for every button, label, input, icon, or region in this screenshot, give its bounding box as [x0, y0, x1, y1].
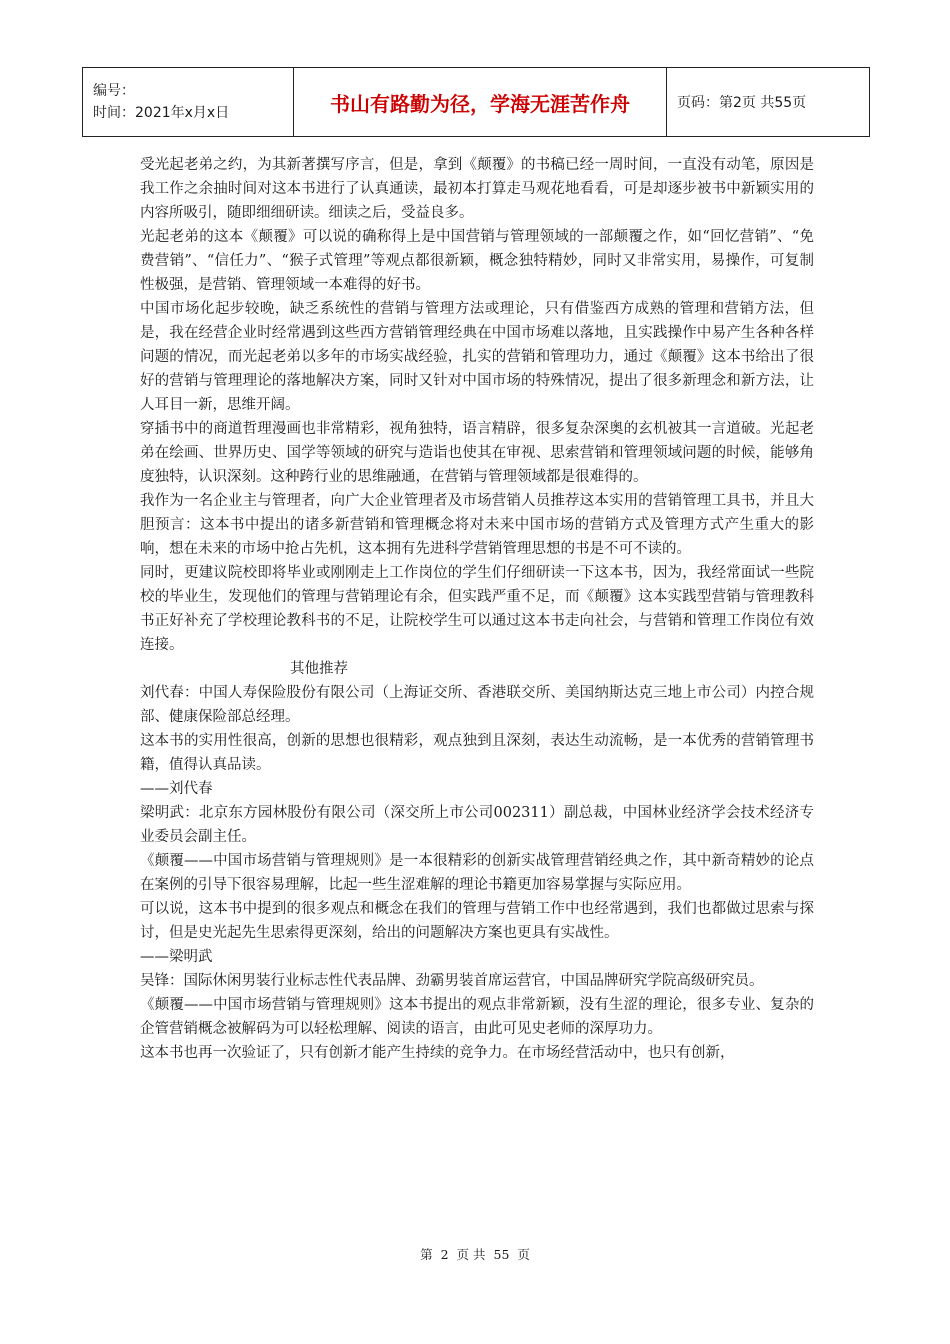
document-number-label: 编号： [93, 83, 135, 99]
paragraph: 我作为一名企业主与管理者，向广大企业管理者及市场营销人员推荐这本实用的营销管理工具书，并且大胆预言：这本书中提出的诸多新营销和管理概念将对未来中国市场的营销方式及管理方式产生重大的影响，想在未来的市场中抢占先机，这本拥有先进科学营销管理思想的书是不可不读的。 [140, 493, 814, 557]
document-date: 时间：2021年x月x日 [93, 105, 230, 121]
footer-prefix: 第 [420, 1247, 433, 1262]
footer-suffix: 页 [517, 1247, 530, 1262]
paragraph: 中国市场化起步较晚，缺乏系统性的营销与管理方法或理论，只有借鉴西方成熟的管理和营销方法，但是，我在经营企业时经常遇到这些西方营销管理经典在中国市场难以落地，且实践操作中易产生各种各样问题的情况，而光起老弟以多年的市场实战经验，扎实的营销和管理功力，通过《颠覆》这本书给出了很好的营销与管理理论的落地解决方案，同时又针对中国市场的特殊情况，提出了很多新理念和新方法，让人耳目一新，思维开阔。 [140, 301, 814, 413]
page-header [82, 67, 870, 137]
footer-middle: 页 共 [456, 1247, 486, 1262]
paragraph: 光起老弟的这本《颠覆》可以说的确称得上是中国营销与管理领域的一部颠覆之作，如“回忆营销”、“免费营销”、“信任力”、“猴子式管理”等观点都很新颖，概念独特精妙，同时又非常实用，易操作，可复制性极强，是营销、管理领域一本难得的好书。 [140, 229, 814, 293]
paragraph: 同时，更建议院校即将毕业或刚刚走上工作岗位的学生们仔细研读一下这本书，因为，我经常面试一些院校的毕业生，发现他们的管理与营销理论有余，但实践严重不足，而《颠覆》这本实践型营销与管理教科书正好补充了学校理论教科书的不足，让院校学生可以通过这本书走向社会，与营销和管理工作岗位有效连接。 [140, 565, 814, 653]
recommendation-text: 《颠覆——中国市场营销与管理规则》这本书提出的观点非常新颖，没有生涩的理论，很多专业、复杂的企管营销概念被解码为可以轻松理解、阅读的语言，由此可见史老师的深厚功力。 [140, 997, 814, 1037]
recommendation-text: 可以说，这本书中提到的很多观点和概念在我们的管理与营销工作中也经常遇到，我们也都做过思索与探讨，但是史光起先生思索得更深刻，给出的问题解决方案也更具有实战性。 [140, 901, 814, 941]
recommender-intro: 梁明武：北京东方园林股份有限公司（深交所上市公司002311）副总裁，中国林业经济学会技术经济专业委员会副主任。 [140, 805, 814, 845]
recommendation-text: 《颠覆——中国市场营销与管理规则》是一本很精彩的创新实战管理营销经典之作，其中新奇精妙的论点在案例的引导下很容易理解，比起一些生涩难解的理论书籍更加容易掌握与实际应用。 [140, 853, 814, 893]
document-body [140, 153, 814, 1065]
paragraph: 受光起老弟之约，为其新著撰写序言，但是，拿到《颠覆》的书稿已经一周时间，一直没有动笔，原因是我工作之余抽时间对这本书进行了认真通读，最初本打算走马观花地看看，可是却逐步被书中新颖实用的内容所吸引，随即细细研读。细读之后，受益良多。 [140, 157, 814, 221]
recommendation-text: 这本书也再一次验证了，只有创新才能产生持续的竞争力。在市场经营活动中，也只有创新， [140, 1045, 735, 1061]
header-page-info: 页码：第2页 共55页 [667, 68, 870, 137]
recommendation-text: 这本书的实用性很高，创新的思想也很精彩，观点独到且深刻，表达生动流畅，是一本优秀的营销管理书籍，值得认真品读。 [140, 733, 814, 773]
section-title: 其他推荐 [290, 661, 348, 677]
header-meta [83, 68, 294, 137]
page-footer [0, 1245, 950, 1263]
recommendation-signature: ——刘代春 [140, 781, 213, 797]
paragraph: 穿插书中的商道哲理漫画也非常精彩，视角独特，语言精辟，很多复杂深奥的玄机被其一言道破。光起老弟在绘画、世界历史、国学等领域的研究与造诣也使其在审视、思索营销和管理领域问题的时候，能够角度独特，认识深刻。这种跨行业的思维融通，在营销与管理领域都是很难得的。 [140, 421, 814, 485]
recommender-intro: 刘代春：中国人寿保险股份有限公司（上海证交所、香港联交所、美国纳斯达克三地上市公司）内控合规部、健康保险部总经理。 [140, 685, 814, 725]
header-motto: 书山有路勤为径，学海无涯苦作舟 [294, 68, 667, 137]
recommender-intro: 吴锋：国际休闲男装行业标志性代表品牌、劲霸男装首席运营官，中国品牌研究学院高级研究员。 [140, 973, 764, 989]
recommendation-signature: ——梁明武 [140, 949, 213, 965]
footer-page-number: 2 [440, 1247, 449, 1262]
footer-total-pages: 55 [493, 1247, 510, 1262]
